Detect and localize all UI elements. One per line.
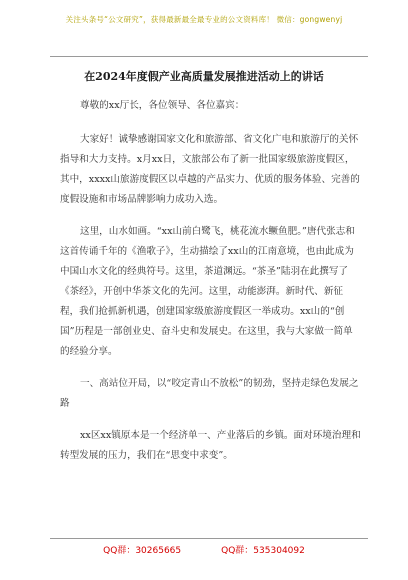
qq-group-1: QQ群：30265665 bbox=[103, 546, 182, 556]
paragraph-opening: 大家好！诚挚感谢国家文化和旅游部、省文化广电和旅游厅的关怀指导和大力支持。x月xx日，文旅部公布了新一批国家级旅游度假区，其中，xxxx山旅游度假区以卓越的产品实力、优质的服务体验、完善的度假设施和市场品牌影响力成功入选。 bbox=[60, 134, 360, 205]
footer-qq-groups bbox=[0, 543, 408, 556]
document-title: 在2024年度假产业高质量发展推进活动上的讲话 bbox=[84, 70, 324, 83]
header-divider bbox=[50, 56, 368, 57]
qq-group-2: QQ群：535304092 bbox=[221, 546, 305, 556]
paragraph-place: 这里，山水如画。“xx山前白鹭飞，桃花流水鳜鱼肥。”唐代张志和这首传诵千年的《渔歌子》，生动描绘了xx山的江南意境，也由此成为中国山水文化的经典符号。这里，茶道渊远。“茶圣”陆羽在此撰写了《茶经》，开创中华茶文化的先河。这里，动能澎湃。新时代、新征程，我们抢抓新机遇，创建国家级旅游度假区一举成功。xx山的“创国”历程是一部创业史、奋斗史和发展史。在这里，我与大家做一简单的经验分享。 bbox=[60, 226, 355, 357]
header-promo-text: 关注头条号“公文研究”，获得最新最全最专业的公文资料库！ 微信：gongwenyj bbox=[65, 15, 343, 24]
document-body bbox=[60, 92, 362, 466]
paragraph-xx-town: xx区xx镇原本是一个经济单一、产业落后的乡镇。面对环境治理和转型发展的压力，我们在“思变中求变”。 bbox=[60, 430, 361, 461]
section-heading: 一、高站位开局，以“咬定青山不放松”的韧劲，坚持走绿色发展之路 bbox=[60, 378, 359, 409]
salutation: 尊敬的xx厅长，各位领导、各位嘉宾： bbox=[80, 100, 245, 111]
footer-divider bbox=[50, 538, 368, 539]
